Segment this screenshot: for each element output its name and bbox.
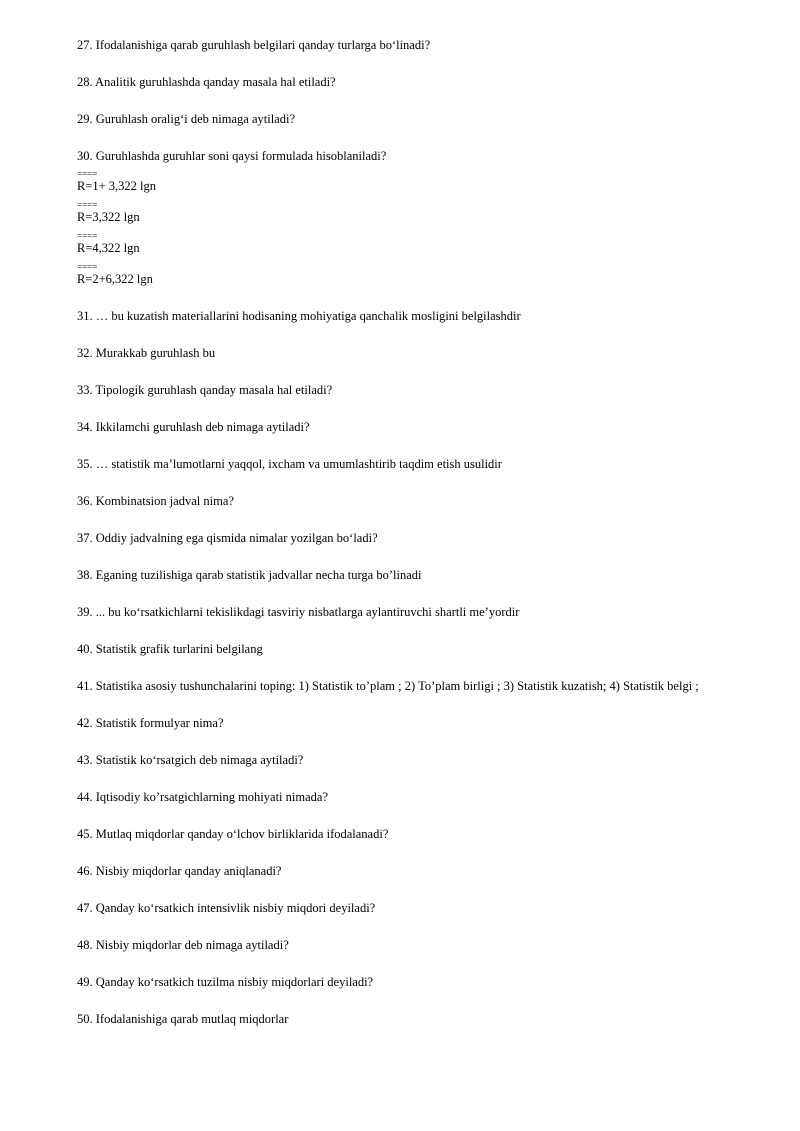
question-48: 48. Nisbiy miqdorlar deb nimaga aytiladi? bbox=[77, 938, 289, 952]
question-38: 38. Eganing tuzilishiga qarab statistik jadvallar necha turga bo’linadi bbox=[77, 568, 422, 582]
question-36: 36. Kombinatsion jadval nima? bbox=[77, 494, 234, 508]
question-45: 45. Mutlaq miqdorlar qanday o‘lchov birliklarida ifodalanadi? bbox=[77, 827, 389, 841]
question-46: 46. Nisbiy miqdorlar qanday aniqlanadi? bbox=[77, 864, 282, 878]
document-page bbox=[77, 38, 722, 1049]
option-separator: ==== bbox=[77, 231, 98, 241]
question-42: 42. Statistik formulyar nima? bbox=[77, 716, 224, 730]
question-40: 40. Statistik grafik turlarini belgilang bbox=[77, 642, 263, 656]
answer-option bbox=[77, 263, 722, 287]
question-33: 33. Tipologik guruhlash qanday masala hal etiladi? bbox=[77, 383, 333, 397]
answer-option bbox=[77, 170, 722, 194]
option-text: R=2+6,322 lgn bbox=[77, 272, 153, 286]
option-separator: ==== bbox=[77, 169, 98, 179]
question-47: 47. Qanday ko‘rsatkich intensivlik nisbiy miqdori deyiladi? bbox=[77, 901, 376, 915]
question-37: 37. Oddiy jadvalning ega qismida nimalar yozilgan bo‘ladi? bbox=[77, 531, 378, 545]
answer-option bbox=[77, 232, 722, 256]
question-31: 31. … bu kuzatish materiallarini hodisaning mohiyatiga qanchalik mosligini belgilashdir bbox=[77, 309, 521, 323]
answer-options bbox=[77, 170, 722, 287]
answer-option bbox=[77, 201, 722, 225]
question-43: 43. Statistik ko‘rsatgich deb nimaga aytiladi? bbox=[77, 753, 304, 767]
question-30: 30. Guruhlashda guruhlar soni qaysi formulada hisoblaniladi? bbox=[77, 149, 387, 163]
option-text: R=4,322 lgn bbox=[77, 241, 140, 255]
question-39: 39. ... bu ko‘rsatkichlarni tekislikdagi tasviriy nisbatlarga aylantiruvchi shartli me’yordir bbox=[77, 605, 520, 619]
question-28: 28. Analitik guruhlashda qanday masala hal etiladi? bbox=[77, 75, 336, 89]
question-35: 35. … statistik ma’lumotlarni yaqqol, ixcham va umumlashtirib taqdim etish usulidir bbox=[77, 457, 502, 471]
option-text: R=3,322 lgn bbox=[77, 210, 140, 224]
question-50: 50. Ifodalanishiga qarab mutlaq miqdorlar bbox=[77, 1012, 289, 1026]
question-49: 49. Qanday ko‘rsatkich tuzilma nisbiy miqdorlari deyiladi? bbox=[77, 975, 374, 989]
option-separator: ==== bbox=[77, 200, 98, 210]
question-27: 27. Ifodalanishiga qarab guruhlash belgilari qanday turlarga bo‘linadi? bbox=[77, 38, 431, 52]
option-separator: ==== bbox=[77, 262, 98, 272]
question-44: 44. Iqtisodiy ko’rsatgichlarning mohiyati nimada? bbox=[77, 790, 328, 804]
question-41: 41. Statistika asosiy tushunchalarini toping: 1) Statistik to’plam ; 2) To’plam birligi ; 3) Statistik kuzatish; 4) Statistik belgi ; bbox=[77, 679, 699, 693]
question-32: 32. Murakkab guruhlash bu bbox=[77, 346, 216, 360]
question-34: 34. Ikkilamchi guruhlash deb nimaga aytiladi? bbox=[77, 420, 310, 434]
question-29: 29. Guruhlash oralig‘i deb nimaga aytiladi? bbox=[77, 112, 295, 126]
option-text: R=1+ 3,322 lgn bbox=[77, 179, 157, 193]
